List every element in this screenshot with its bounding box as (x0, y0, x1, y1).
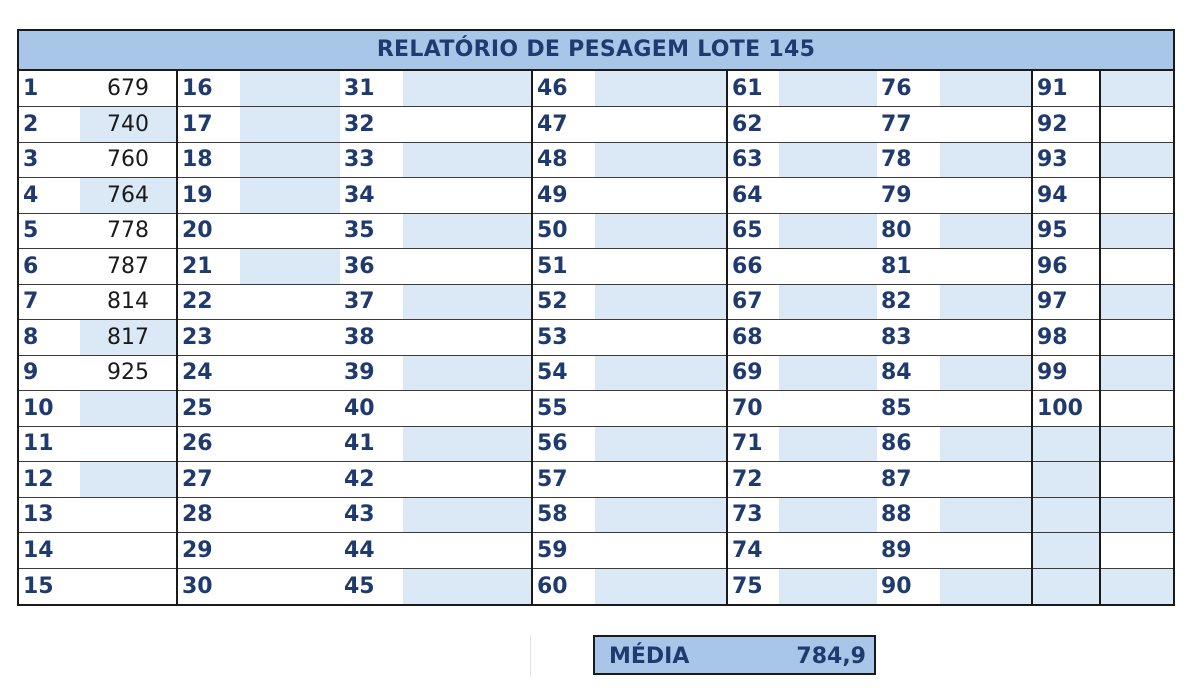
weight-value (595, 497, 727, 533)
weight-value (1100, 178, 1173, 214)
report-title: RELATÓRIO DE PESAGEM LOTE 145 (19, 31, 1173, 71)
entry-number: 39 (340, 355, 403, 391)
weight-value (403, 213, 532, 249)
weight-value (240, 284, 340, 320)
entry-number: 5 (19, 213, 80, 249)
weight-value: 760 (80, 142, 177, 178)
weight-value (595, 462, 727, 498)
entry-number: 45 (340, 568, 403, 604)
entry-number: 12 (19, 462, 80, 498)
entry-number: 27 (177, 462, 240, 498)
weight-value (779, 497, 877, 533)
entry-number: 58 (532, 497, 595, 533)
entry-number: 98 (1032, 320, 1100, 356)
weight-value (403, 178, 532, 214)
weight-value: 787 (80, 249, 177, 285)
table-row (19, 355, 1173, 391)
entry-number: 34 (340, 178, 403, 214)
weight-value (595, 391, 727, 427)
entry-number: 40 (340, 391, 403, 427)
weight-value: 778 (80, 213, 177, 249)
weight-value (240, 71, 340, 107)
weight-value: 925 (80, 355, 177, 391)
weight-value (403, 249, 532, 285)
entry-number: 31 (340, 71, 403, 107)
entry-number: 4 (19, 178, 80, 214)
entry-number: 51 (532, 249, 595, 285)
entry-number: 86 (877, 426, 940, 462)
weight-value (940, 320, 1032, 356)
entry-number: 66 (727, 249, 779, 285)
entry-number: 60 (532, 568, 595, 604)
weight-value (940, 107, 1032, 143)
entry-number: 74 (727, 533, 779, 569)
weight-value: 679 (80, 71, 177, 107)
entry-number: 71 (727, 426, 779, 462)
weight-value (940, 284, 1032, 320)
entry-number: 68 (727, 320, 779, 356)
weight-value (240, 249, 340, 285)
weight-value (240, 320, 340, 356)
table-row (19, 568, 1173, 604)
weight-value (240, 497, 340, 533)
entry-number: 46 (532, 71, 595, 107)
entry-number: 30 (177, 568, 240, 604)
weight-value (779, 249, 877, 285)
weight-value (779, 462, 877, 498)
weight-value (779, 533, 877, 569)
weight-value (403, 320, 532, 356)
table-row (19, 249, 1173, 285)
weight-value (595, 284, 727, 320)
entry-number: 77 (877, 107, 940, 143)
entry-number: 36 (340, 249, 403, 285)
entry-number: 62 (727, 107, 779, 143)
weight-value (595, 249, 727, 285)
weight-value (779, 426, 877, 462)
weight-value (1100, 497, 1173, 533)
entry-number: 56 (532, 426, 595, 462)
weight-value (940, 533, 1032, 569)
weight-value (403, 107, 532, 143)
entry-number: 38 (340, 320, 403, 356)
weight-value (779, 142, 877, 178)
weight-value (80, 462, 177, 498)
entry-number: 37 (340, 284, 403, 320)
entry-number: 64 (727, 178, 779, 214)
entry-number: 33 (340, 142, 403, 178)
entry-number: 83 (877, 320, 940, 356)
weight-value (595, 355, 727, 391)
table-row (19, 533, 1173, 569)
entry-number: 22 (177, 284, 240, 320)
entry-number: 15 (19, 568, 80, 604)
entry-number: 29 (177, 533, 240, 569)
entry-number: 97 (1032, 284, 1100, 320)
weight-value (940, 568, 1032, 604)
table-row (19, 462, 1173, 498)
table-row (19, 426, 1173, 462)
table-row (19, 320, 1173, 356)
weight-value (1100, 320, 1173, 356)
entry-number: 10 (19, 391, 80, 427)
weight-value (940, 249, 1032, 285)
weight-value (403, 462, 532, 498)
entry-number: 9 (19, 355, 80, 391)
entry-number: 26 (177, 426, 240, 462)
weight-value (595, 71, 727, 107)
entry-number: 84 (877, 355, 940, 391)
entry-number: 78 (877, 142, 940, 178)
entry-number: 42 (340, 462, 403, 498)
table-row (19, 284, 1173, 320)
weight-value (779, 107, 877, 143)
table-row (19, 107, 1173, 143)
entry-number: 52 (532, 284, 595, 320)
weight-value (403, 533, 532, 569)
weight-value (595, 320, 727, 356)
entry-number: 95 (1032, 213, 1100, 249)
entry-number: 79 (877, 178, 940, 214)
weight-value (240, 462, 340, 498)
weight-value (779, 71, 877, 107)
entry-number (1032, 426, 1100, 462)
entry-number (1032, 533, 1100, 569)
weight-value (595, 178, 727, 214)
entry-number: 13 (19, 497, 80, 533)
entry-number: 96 (1032, 249, 1100, 285)
entry-number: 90 (877, 568, 940, 604)
entry-number: 100 (1032, 391, 1100, 427)
entry-number: 53 (532, 320, 595, 356)
weight-value (940, 213, 1032, 249)
entry-number: 14 (19, 533, 80, 569)
entry-number (1032, 568, 1100, 604)
entry-number: 49 (532, 178, 595, 214)
weight-value (240, 107, 340, 143)
entry-number: 23 (177, 320, 240, 356)
weight-value (240, 533, 340, 569)
entry-number: 76 (877, 71, 940, 107)
entry-number: 43 (340, 497, 403, 533)
table-row (19, 71, 1173, 107)
weight-value (940, 178, 1032, 214)
weight-value (240, 178, 340, 214)
weight-value: 764 (80, 178, 177, 214)
weight-value (595, 142, 727, 178)
entry-number: 61 (727, 71, 779, 107)
entry-number: 81 (877, 249, 940, 285)
table-row (19, 178, 1173, 214)
table-row (19, 142, 1173, 178)
weight-value (1100, 142, 1173, 178)
weight-value (240, 391, 340, 427)
entry-number: 59 (532, 533, 595, 569)
entry-number: 87 (877, 462, 940, 498)
average-box (593, 635, 876, 675)
weight-value (403, 497, 532, 533)
entry-number: 50 (532, 213, 595, 249)
entry-number: 28 (177, 497, 240, 533)
weight-value (80, 426, 177, 462)
entry-number: 19 (177, 178, 240, 214)
weight-value (403, 426, 532, 462)
entry-number: 70 (727, 391, 779, 427)
entry-number: 48 (532, 142, 595, 178)
entry-number: 80 (877, 213, 940, 249)
entry-number: 20 (177, 213, 240, 249)
entry-number: 88 (877, 497, 940, 533)
weight-value (1100, 71, 1173, 107)
weight-value: 814 (80, 284, 177, 320)
entry-number: 99 (1032, 355, 1100, 391)
weight-value (403, 284, 532, 320)
entry-number: 35 (340, 213, 403, 249)
weight-value (940, 71, 1032, 107)
entry-number: 32 (340, 107, 403, 143)
entry-number: 24 (177, 355, 240, 391)
weight-value (240, 568, 340, 604)
weight-value (403, 391, 532, 427)
weight-value: 817 (80, 320, 177, 356)
weight-value (779, 284, 877, 320)
weight-value (1100, 213, 1173, 249)
weight-value (940, 426, 1032, 462)
entry-number: 75 (727, 568, 779, 604)
weight-value (1100, 107, 1173, 143)
weight-value (779, 320, 877, 356)
weight-value (1100, 284, 1173, 320)
weight-value: 740 (80, 107, 177, 143)
weight-value (80, 497, 177, 533)
entry-number: 93 (1032, 142, 1100, 178)
weight-value (779, 568, 877, 604)
weight-value (240, 355, 340, 391)
weight-value (1100, 355, 1173, 391)
weight-value (595, 426, 727, 462)
weight-value (403, 71, 532, 107)
entry-number: 18 (177, 142, 240, 178)
entry-number: 11 (19, 426, 80, 462)
entry-number: 44 (340, 533, 403, 569)
weight-value (595, 568, 727, 604)
weighing-grid (19, 71, 1173, 604)
weight-value (403, 355, 532, 391)
weight-value (940, 462, 1032, 498)
entry-number: 94 (1032, 178, 1100, 214)
weight-value (80, 391, 177, 427)
entry-number: 82 (877, 284, 940, 320)
entry-number: 89 (877, 533, 940, 569)
weight-value (80, 533, 177, 569)
weight-value (1100, 533, 1173, 569)
entry-number: 54 (532, 355, 595, 391)
weight-value (240, 426, 340, 462)
weight-value (1100, 462, 1173, 498)
table-row (19, 391, 1173, 427)
weight-value (779, 178, 877, 214)
average-value: 784,9 (796, 644, 866, 669)
weight-value (940, 497, 1032, 533)
faint-gridline (530, 635, 531, 677)
weight-value (403, 568, 532, 604)
weight-value (80, 568, 177, 604)
entry-number: 85 (877, 391, 940, 427)
weight-value (595, 533, 727, 569)
weight-value (940, 355, 1032, 391)
entry-number: 63 (727, 142, 779, 178)
weight-value (940, 391, 1032, 427)
entry-number: 8 (19, 320, 80, 356)
weight-value (779, 355, 877, 391)
weight-value (940, 142, 1032, 178)
entry-number: 41 (340, 426, 403, 462)
entry-number: 57 (532, 462, 595, 498)
entry-number (1032, 462, 1100, 498)
entry-number: 69 (727, 355, 779, 391)
weight-value (1100, 249, 1173, 285)
entry-number: 21 (177, 249, 240, 285)
weight-value (779, 213, 877, 249)
weight-value (240, 213, 340, 249)
entry-number: 7 (19, 284, 80, 320)
weight-value (1100, 426, 1173, 462)
entry-number: 73 (727, 497, 779, 533)
entry-number: 47 (532, 107, 595, 143)
weight-value (595, 213, 727, 249)
weight-value (403, 142, 532, 178)
entry-number: 17 (177, 107, 240, 143)
entry-number: 2 (19, 107, 80, 143)
table-row (19, 213, 1173, 249)
entry-number: 67 (727, 284, 779, 320)
entry-number: 92 (1032, 107, 1100, 143)
weighing-report-sheet (17, 29, 1175, 606)
weight-value (595, 107, 727, 143)
table-row (19, 497, 1173, 533)
weight-value (779, 391, 877, 427)
entry-number (1032, 497, 1100, 533)
average-label: MÉDIA (609, 644, 690, 669)
entry-number: 65 (727, 213, 779, 249)
entry-number: 25 (177, 391, 240, 427)
weight-value (1100, 391, 1173, 427)
weight-value (240, 142, 340, 178)
weight-value (1100, 568, 1173, 604)
entry-number: 16 (177, 71, 240, 107)
entry-number: 1 (19, 71, 80, 107)
entry-number: 91 (1032, 71, 1100, 107)
entry-number: 55 (532, 391, 595, 427)
entry-number: 6 (19, 249, 80, 285)
entry-number: 72 (727, 462, 779, 498)
entry-number: 3 (19, 142, 80, 178)
